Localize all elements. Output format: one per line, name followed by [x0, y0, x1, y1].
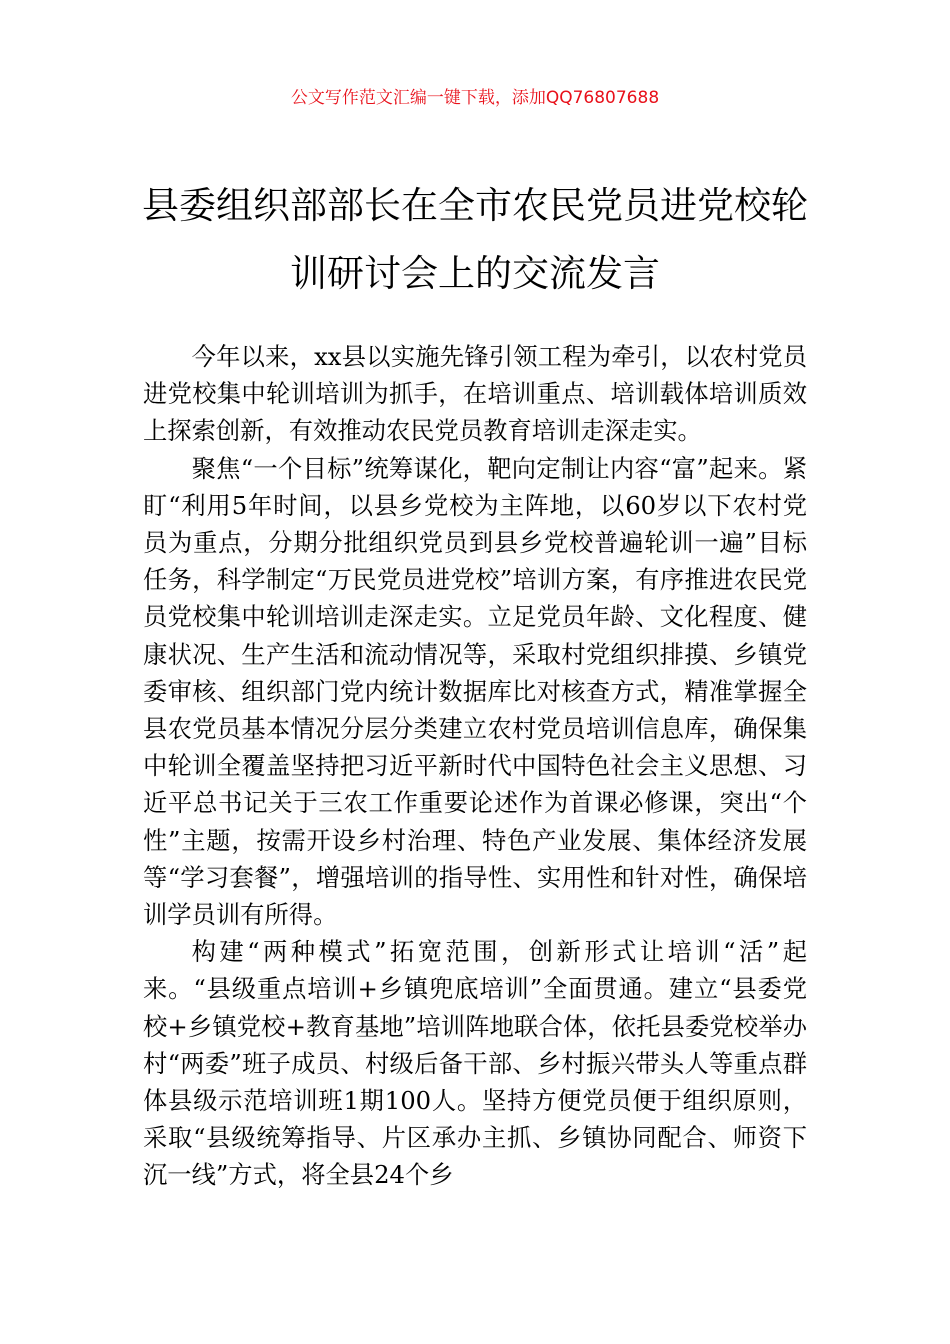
paragraph-modes: 构建“两种模式”拓宽范围，创新形式让培训“活”起来。“县级重点培训+乡镇兜底培训”全面贯通。建立“县委党校+乡镇党校+教育基地”培训阵地联合体，依托县委党校举办村“两委”班子成员、村级后备干部、乡村振兴带头人等重点群体县级示范培训班1期100人。坚持方便党员便于组织原则，采取“县级统筹指导、片区承办主抓、乡镇协同配合、师资下沉一线”方式，将全县24个乡: [143, 937, 807, 1190]
title-line-2: 训研讨会上的交流发言: [290, 252, 660, 295]
document-body: [143, 338, 807, 1194]
download-promo-note: 公文写作范文汇编一键下载，添加QQ76807688: [290, 88, 660, 108]
paragraph-goal: 聚焦“一个目标”统筹谋化，靶向定制让内容“富”起来。紧盯“利用5年时间，以县乡党校为主阵地，以60岁以下农村党员为重点，分期分批组织党员到县乡党校普遍轮训一遍”目标任务，科学制定“万民党员进党校”培训方案，有序推进农民党员党校集中轮训培训走深走实。立足党员年龄、文化程度、健康状况、生产生活和流动情况等，采取村党组织排摸、乡镇党委审核、组织部门党内统计数据库比对核查方式，精准掌握全县农党员基本情况分层分类建立农村党员培训信息库，确保集中轮训全覆盖坚持把习近平新时代中国特色社会主义思想、习近平总书记关于三农工作重要论述作为首课必修课，突出“个性”主题，按需开设乡村治理、特色产业发展、集体经济发展等“学习套餐”，增强培训的指导性、实用性和针对性，确保培训学员训有所得。: [143, 453, 807, 930]
paragraph-intro: 今年以来，xx县以实施先锋引领工程为牵引，以农村党员进党校集中轮训培训为抓手，在培训重点、培训载体培训质效上探索创新，有效推动农民党员教育培训走深走实。: [143, 342, 807, 446]
title-line-1: 县委组织部部长在全市农民党员进党校轮: [142, 184, 808, 227]
document-title: [140, 172, 810, 308]
